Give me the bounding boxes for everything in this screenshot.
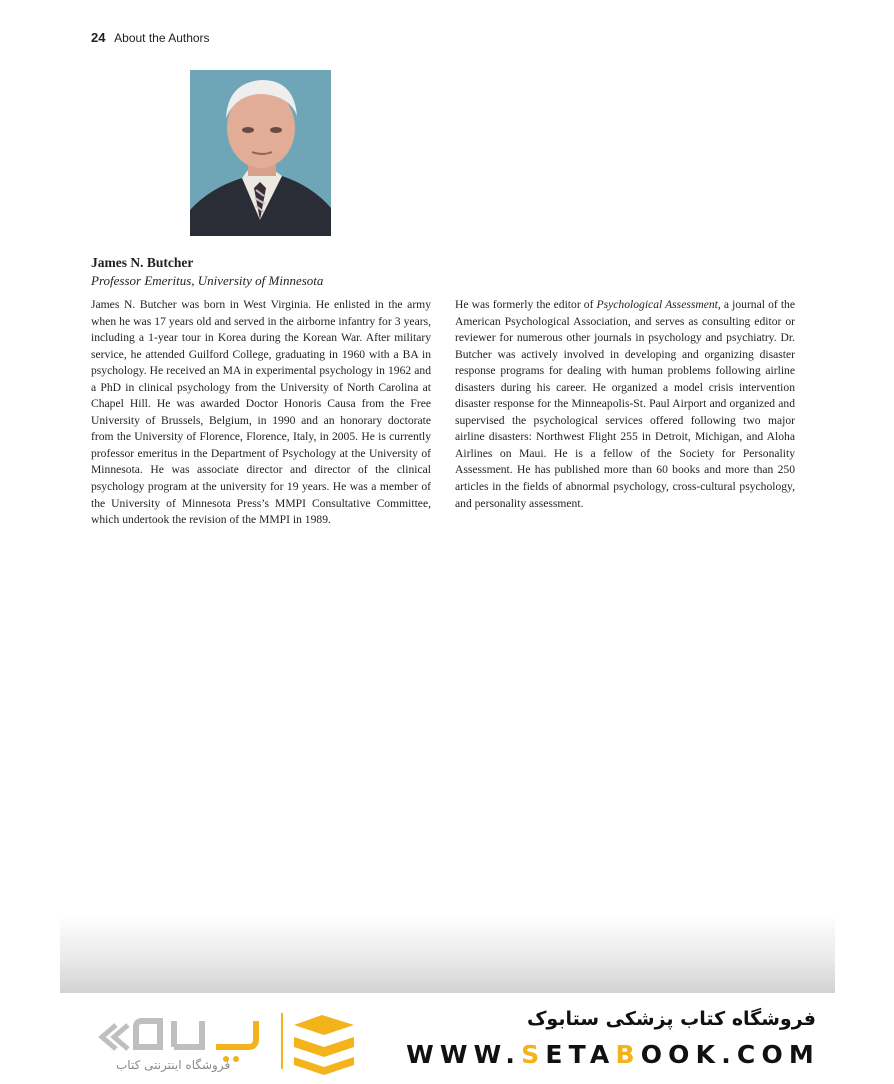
bio-paragraph-left: James N. Butcher was born in West Virginia. He enlisted in the army when he was 17 years old and served in the airborne infantry for 3 years, including a 1-year tour in Korea during the Korean War. After military service, he attended Guilford College, graduating in 1960 with a BA in psychology. He received an MA in experimental psychology in 1962 and a PhD in clinical psychology from the University of North Carolina at Chapel Hill. He was awarded Doctor Honoris Causa from the Free University of Brussels, Belgium, in 1990 and an honorary doctorate from the University of Florence, Florence, Italy, in 2005. He is currently professor emeritus in the Department of Psychology at the University of Minnesota. He was associate director and director of the clinical psychology program at the university for 19 years. He was a member of the University of Minnesota Press’s MMPI Consultative Committee, which undertook the revision of the MMPI in 1989.	[91, 298, 431, 527]
page-bottom-shadow	[60, 915, 835, 993]
store-url	[406, 1040, 820, 1069]
journal-title: Psychological Assessment	[596, 298, 718, 311]
bio-column-right	[455, 297, 795, 512]
logo-tagline: فروشگاه اینترنتی کتاب	[116, 1058, 231, 1072]
author-affiliation: Professor Emeritus, University of Minnesota	[91, 273, 324, 288]
store-name: فروشگاه کتاب پزشکی ستابوک	[526, 1008, 816, 1030]
author-name: James N. Butcher	[91, 255, 194, 270]
section-title: About the Authors	[114, 31, 210, 45]
url-part: WWW.	[406, 1040, 522, 1069]
url-part: ETA	[545, 1040, 616, 1069]
bio-right-lead: He was formerly the editor of	[455, 298, 597, 311]
url-highlight: B	[615, 1040, 641, 1069]
author-portrait	[190, 70, 331, 236]
page-number: 24	[91, 30, 106, 45]
bio-paragraph-right	[455, 297, 795, 512]
running-header	[91, 30, 210, 45]
bio-column-left	[91, 297, 431, 529]
url-part: OOK.COM	[640, 1040, 820, 1069]
url-highlight: S	[521, 1040, 546, 1069]
bio-right-rest: , a journal of the American Psychological Association, and serves as consulting editor or reviewer for numerous other journals in psychology and psychiatry. Dr. Butcher was actively involved in developing and organizing disaster response programs for dealing with human problems following airline disasters during his career. He organized a model crisis intervention disaster response for the Minneapolis-St. Paul Airport and organized and supervised the psychological services offered following two major airline disasters: Northwest Flight 255 in Detroit, Michigan, and Aloha Airlines on Maui. He is a fellow of the Society for Personality Assessment. He has published more than 60 books and more than 250 articles in the fields of abnormal psychology, cross-cultural psychology, and personality assessment.	[455, 298, 795, 510]
